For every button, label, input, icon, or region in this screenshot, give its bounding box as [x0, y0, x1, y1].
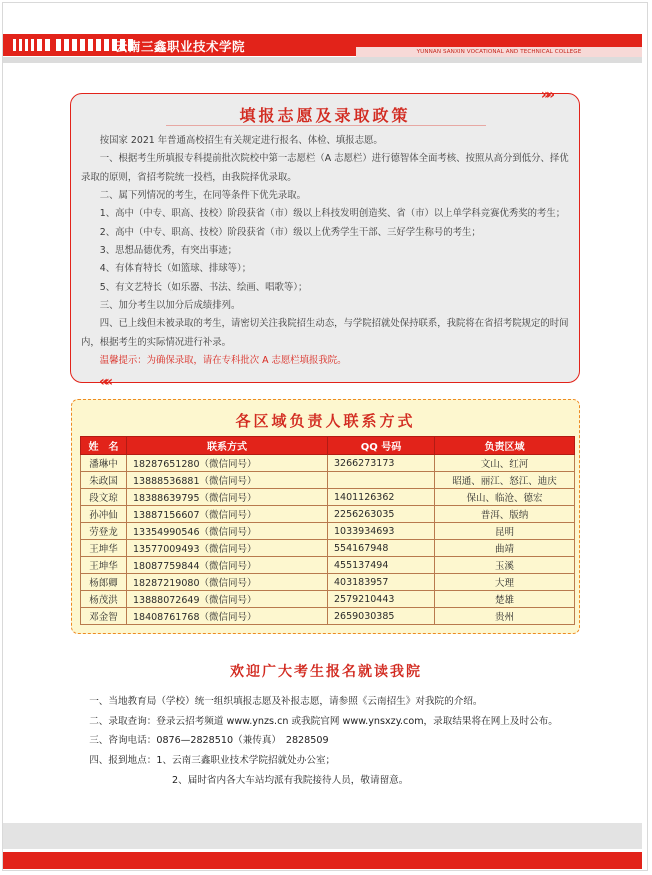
policy-title-underline: [166, 125, 486, 126]
policy-paragraph: 1、高中（中专、职高、技校）阶段获省（市）级以上科技发明创造奖、省（市）以上单学科竞赛优秀奖的考生；: [99, 208, 566, 220]
table-row: [81, 489, 575, 506]
contact-name: 孙冲仙: [81, 506, 127, 523]
contact-phone: 18287651280（微信同号）: [127, 455, 328, 472]
welcome-line-location: 四、报到地点：1、云南三鑫职业技术学院招就处办公室；: [89, 755, 336, 767]
header-gray-bar: [3, 57, 642, 63]
policy-paragraph: 一、根据考生所填报专科提前批次院校中第一志愿栏（A 志愿栏）进行德智体全面考核、按照从高分到低分、择优录取的原则，省招考院统一投档，由我院择优录取。: [81, 153, 569, 183]
contacts-title: 各区域负责人联系方式: [235, 412, 416, 430]
policy-paragraph: 二、属下列情况的考生，在同等条件下优先录取。: [99, 190, 307, 202]
footer-gray-bar: [3, 823, 642, 849]
contact-phone: 18287219080（微信同号）: [127, 574, 328, 591]
contact-region: 文山、红河: [435, 455, 575, 472]
contact-qq: 1401126362: [328, 489, 435, 506]
table-row: [81, 574, 575, 591]
contact-qq: 2256263035: [328, 506, 435, 523]
contact-phone: 13577009493（微信同号）: [127, 540, 328, 557]
contact-region: 玉溪: [435, 557, 575, 574]
contact-region: 普洱、版纳: [435, 506, 575, 523]
contact-phone: 18087759844（微信同号）: [127, 557, 328, 574]
contact-phone: 18388639795（微信同号）: [127, 489, 328, 506]
column-header-qq: QQ 号码: [328, 437, 435, 455]
welcome-line-phone: 三、咨询电话：0876—2828510（兼传真） 2828509: [89, 735, 329, 747]
contact-qq: 2659030385: [328, 608, 435, 625]
welcome-line-location-2: 2、届时省内各大车站均派有我院接待人员，敬请留意。: [172, 774, 409, 786]
table-header-row: [81, 437, 575, 455]
contact-region: 贵州: [435, 608, 575, 625]
contact-qq: [328, 472, 435, 489]
policy-paragraph: 4、有体育特长（如篮球、排球等）；: [99, 263, 252, 275]
contact-phone: 13887156607（微信同号）: [127, 506, 328, 523]
contact-region: 楚雄: [435, 591, 575, 608]
policy-title: 填报志愿及录取政策: [239, 106, 411, 125]
policy-box: [70, 87, 580, 390]
column-header-contact: 联系方式: [127, 437, 328, 455]
contact-phone: 13888072649（微信同号）: [127, 591, 328, 608]
policy-paragraph: 5、有文艺特长（如乐器、书法、绘画、唱歌等）；: [99, 281, 308, 293]
welcome-line-enrollment: 一、当地教育局（学校）统一组织填报志愿及补报志愿，请参照《云南招生》对我院的介绍。: [89, 696, 483, 707]
contact-qq: 403183957: [328, 574, 435, 591]
welcome-body: [70, 692, 590, 791]
header-subtitle: YUNNAN SANXIN VOCATIONAL AND TECHNICAL COLLEGE: [356, 47, 642, 58]
policy-warning: 温馨提示：为确保录取，请在专科批次 A 志愿栏填报我院。: [99, 355, 347, 367]
policy-paragraph: 三、加分考生以加分后成绩排列。: [99, 300, 241, 312]
column-header-name: 姓 名: [81, 437, 127, 455]
table-row: [81, 472, 575, 489]
contacts-table: [80, 436, 575, 625]
policy-paragraph: 四、已上线但未被录取的考生，请密切关注我院招生动态，与学院招就处保持联系，我院将在省招考院规定的时间内，根据考生的实际情况进行补录。: [81, 318, 569, 348]
contact-name: 王坤华: [81, 557, 127, 574]
table-row: [81, 455, 575, 472]
contact-region: 大理: [435, 574, 575, 591]
policy-paragraph: 2、高中（中专、职高、技校）阶段获省（市）级以上优秀学生干部、三好学生称号的考生；: [99, 226, 481, 238]
footer-red-bar: [3, 852, 642, 869]
column-header-region: 负责区域: [435, 437, 575, 455]
contact-name: 朱政国: [81, 472, 127, 489]
contact-name: 杨郎卿: [81, 574, 127, 591]
contact-region: 昭通、丽江、怒江、迪庆: [435, 472, 575, 489]
contact-name: 潘琳中: [81, 455, 127, 472]
table-row: [81, 523, 575, 540]
contact-phone: 18408761768（微信同号）: [127, 608, 328, 625]
contact-name: 劳登龙: [81, 523, 127, 540]
policy-paragraph: 3、思想品德优秀，有突出事迹；: [99, 245, 238, 257]
contacts-box: [71, 399, 580, 634]
contact-qq: 455137494: [328, 557, 435, 574]
table-row: [81, 506, 575, 523]
contact-qq: 3266273173: [328, 455, 435, 472]
double-chevron-right-icon: »»: [540, 87, 551, 103]
contact-name: 邓金智: [81, 608, 127, 625]
table-row: [81, 540, 575, 557]
table-row: [81, 591, 575, 608]
welcome-title: 欢迎广大考生报名就读我院: [230, 664, 422, 680]
table-row: [81, 608, 575, 625]
contact-name: 王坤华: [81, 540, 127, 557]
policy-paragraph: 按国家 2021 年普通高校招生有关规定进行报名、体检、填报志愿。: [99, 135, 383, 146]
contact-qq: 2579210443: [328, 591, 435, 608]
contact-phone: 13354990546（微信同号）: [127, 523, 328, 540]
contact-region: 昆明: [435, 523, 575, 540]
contact-qq: 554167948: [328, 540, 435, 557]
contact-phone: 13888536881（微信同号）: [127, 472, 328, 489]
contact-qq: 1033934693: [328, 523, 435, 540]
contact-name: 杨茂洪: [81, 591, 127, 608]
header-title: 云南三鑫职业技术学院: [115, 39, 246, 54]
contact-region: 保山、临沧、德宏: [435, 489, 575, 506]
welcome-line-query: 二、录取查询：登录云招考频道 www.ynzs.cn 或我院官网 www.ynsxzy.com，录取结果将在网上及时公布。: [89, 715, 558, 727]
double-chevron-left-icon: ««: [99, 374, 110, 390]
contact-name: 段文琼: [81, 489, 127, 506]
contact-region: 曲靖: [435, 540, 575, 557]
policy-body: [81, 132, 569, 370]
table-row: [81, 557, 575, 574]
